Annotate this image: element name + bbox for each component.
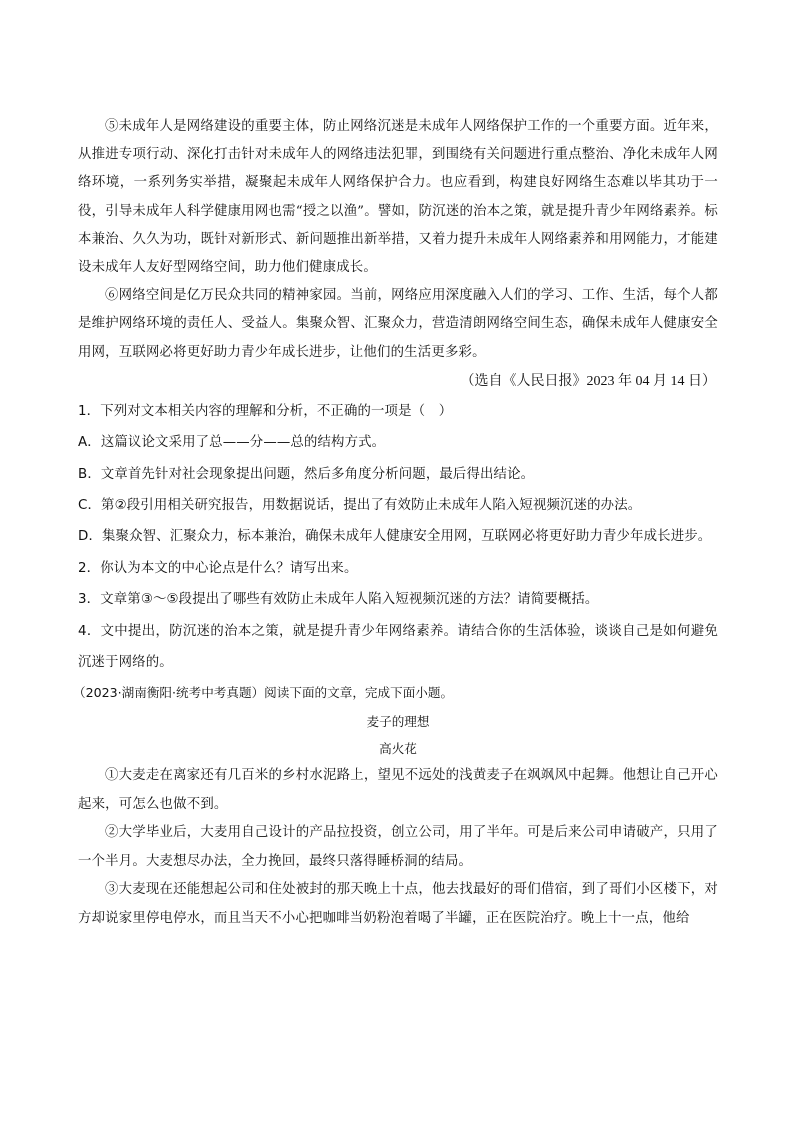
question-2: 2．你认为本文的中心论点是什么？请写出来。 [78,560,358,576]
article-source: （选自《人民日报》2023 年 04 月 14 日） [460,373,716,389]
article-paragraph-5: ⑤未成年人是网络建设的重要主体，防止网络沉迷是未成年人网络保护工作的一个重要方面。近年来，从推进专项行动、深化打击针对未成年人的网络违法犯罪，到围绕有关问题进行重点整治、净化未成年人网络环境，一系列务实举措，凝聚起未成年人网络保护合力。也应看到，构建良好网络生态难以毕其功于一役，引导未成年人科学健康用网也需“授之以渔”。譬如，防沉迷的治本之策，就是提升青少年网络素养。标本兼治、久久为功，既针对新形式、新问题推出新举措，又着力提升未成年人网络素养和用网能力，才能建设未成年人友好型网络空间，助力他们健康成长。 [78,119,718,276]
page-content [73,113,718,933]
question-1-option-b: B．文章首先针对社会现象提出问题，然后多角度分析问题，最后得出结论。 [78,466,535,482]
question-4: 4．文中提出，防沉迷的治本之策，就是提升青少年网络素养。请结合你的生活体验，谈谈自己是如何避免沉迷于网络的。 [78,623,718,671]
story-paragraph-1: ①大麦走在离家还有几百米的乡村水泥路上，望见不远处的浅黄麦子在飒飒风中起舞。他想让自己开心起来，可怎么也做不到。 [78,768,718,812]
question-1-option-c: C．第②段引用相关研究报告，用数据说话，提出了有效防止未成年人陷入短视频沉迷的办法。 [78,498,642,514]
question-1: 1．下列对文本相关内容的理解和分析，不正确的一项是（ ） [78,403,453,419]
story-body [78,762,718,932]
question-1-option-a: A．这篇议论文采用了总——分——总的结构方式。 [78,435,386,451]
question-3: 3．文章第③～⑤段提出了哪些有效防止未成年人陷入短视频沉迷的方法？请简要概括。 [78,592,599,608]
story-title: 麦子的理想 [366,714,430,730]
question-1-option-d: D．集聚众智、汇聚众力，标本兼治，确保未成年人健康安全用网，互联网必将更好助力青少年成长进步。 [78,529,712,545]
story-paragraph-3: ③大麦现在还能想起公司和住处被封的那天晚上十点，他去找最好的哥们借宿，到了哥们小区楼下，对方却说家里停电停水，而且当天不小心把咖啡当奶粉泡着喝了半罐，正在医院治疗。晚上十一点，他给 [78,882,718,926]
story-paragraph-2: ②大学毕业后，大麦用自己设计的产品拉投资，创立公司，用了半年。可是后来公司申请破产，只用了一个半月。大麦想尽办法，全力挽回，最终只落得睡桥洞的结局。 [78,825,718,869]
reading-intro: （2023·湖南衡阳·统考中考真题）阅读下面的文章，完成下面小题。 [73,685,454,701]
article-paragraph-6: ⑥网络空间是亿万民众共同的精神家园。当前，网络应用深度融入人们的学习、工作、生活，每个人都是维护网络环境的责任人、受益人。集聚众智、汇聚众力，营造清朗网络空间生态，确保未成年人健康安全用网，互联网必将更好助力青少年成长进步，让他们的生活更多彩。 [78,288,718,360]
story-author: 高火花 [379,741,417,757]
